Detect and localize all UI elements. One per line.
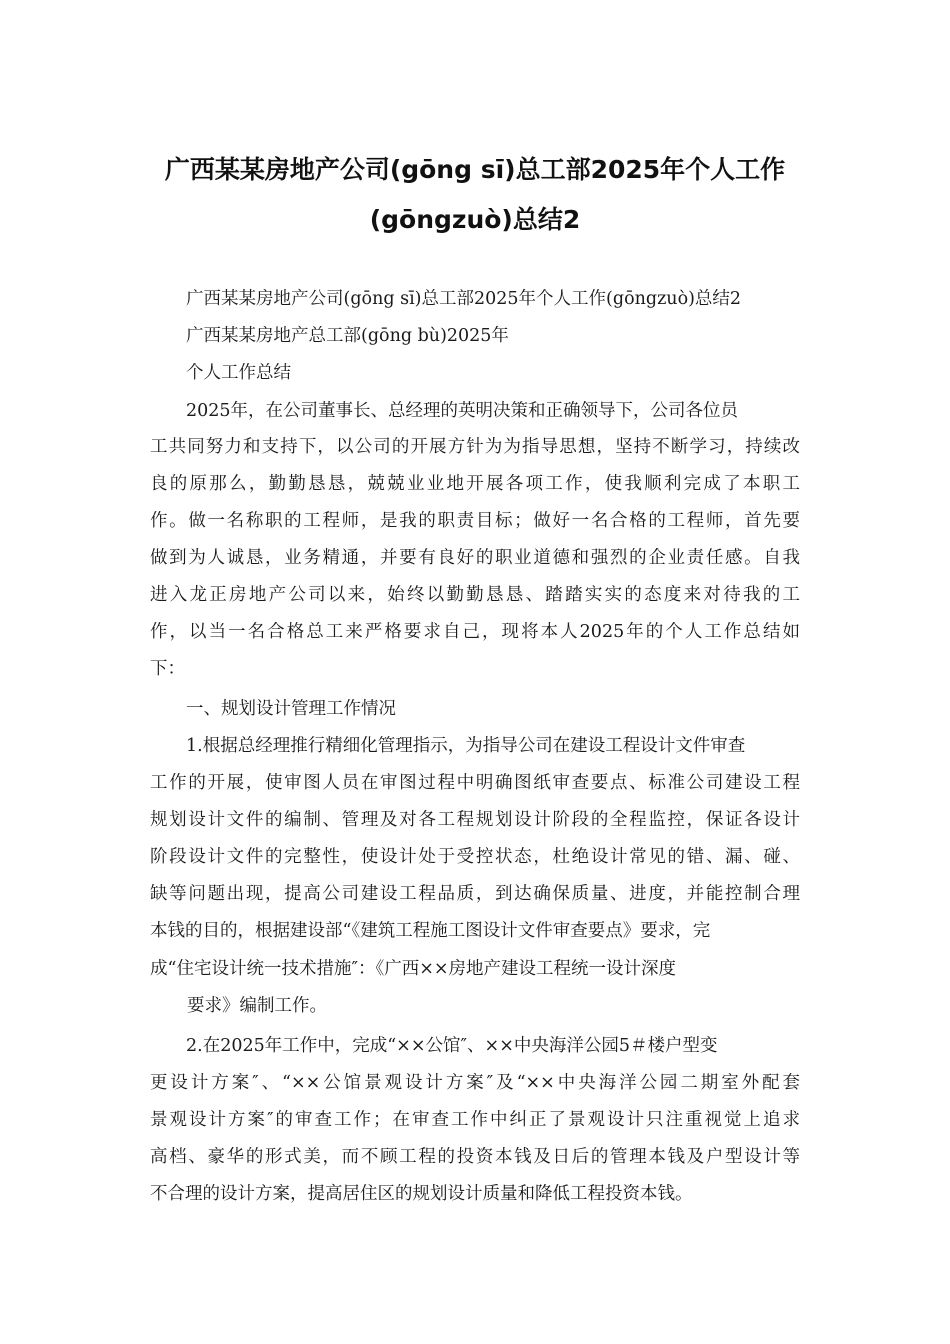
intro-line: 作，以当一名合格总工来严格要求自己，现将本人2025年的个人工作总结如 (150, 622, 800, 642)
item1-line: 规划设计文件的编制、管理及对各工程规划设计阶段的全程监控，保证各设计 (150, 810, 800, 830)
intro-line: 良的原那么，勤勤恳恳，兢兢业业地开展各项工作，使我顺利完成了本职工 (150, 474, 800, 494)
item1-line: 缺等问题出现，提高公司建设工程品质，到达确保质量、进度，并能控制合理 (150, 884, 800, 904)
document-title-line-1: 广西某某房地产公司(gōng sī)总工部2025年个人工作 (164, 155, 786, 184)
item2-line: 景观设计方案″的审查工作；在审查工作中纠正了景观设计只注重视觉上追求 (150, 1110, 800, 1130)
intro-line: 做到为人诚恳，业务精通，并要有良好的职业道德和强烈的企业责任感。自我 (150, 548, 800, 568)
item1-line: 1.根据总经理推行精细化管理指示，为指导公司在建设工程设计文件审查 (186, 736, 746, 756)
intro-line: 进入龙正房地产公司以来，始终以勤勤恳恳、踏踏实实的态度来对待我的工 (150, 585, 800, 605)
item1-line: 要求》编制工作。 (187, 996, 327, 1016)
item2-line: 更设计方案″、“××公馆景观设计方案″及“××中央海洋公园二期室外配套 (150, 1073, 800, 1093)
document-title-line-2: (gōngzuò)总结2 (369, 205, 581, 234)
header-line: 广西某某房地产总工部(gōng bù)2025年 (186, 326, 509, 346)
item1-line: 本钱的目的，根据建设部“《建筑工程施工图设计文件审查要点》要求，完 (150, 921, 711, 941)
item2-line: 高档、豪华的形式美，而不顾工程的投资本钱及日后的管理本钱及户型设计等 (150, 1147, 800, 1167)
section-heading: 一、规划设计管理工作情况 (186, 699, 396, 719)
item1-line: 工作的开展，使审图人员在审图过程中明确图纸审查要点、标准公司建设工程 (150, 773, 800, 793)
intro-line: 作。做一名称职的工程师，是我的职责目标；做好一名合格的工程师，首先要 (150, 511, 800, 531)
item2-line: 2.在2025年工作中，完成“××公馆″、××中央海洋公园5＃楼户型变 (186, 1036, 718, 1056)
intro-line: 下： (150, 659, 185, 679)
header-line: 广西某某房地产公司(gōng sī)总工部2025年个人工作(gōngzuò)总结2 (186, 289, 742, 309)
intro-line: 工共同努力和支持下，以公司的开展方针为为指导思想，坚持不断学习，持续改 (150, 437, 800, 457)
item1-line: 成“住宅设计统一技术措施″：《广西××房地产建设工程统一设计深度 (150, 959, 677, 979)
header-line: 个人工作总结 (186, 363, 291, 383)
item1-line: 阶段设计文件的完整性，使设计处于受控状态，杜绝设计常见的错、漏、碰、 (150, 847, 800, 867)
intro-line: 2025年，在公司董事长、总经理的英明决策和正确领导下，公司各位员 (186, 401, 739, 421)
item2-line: 不合理的设计方案，提高居住区的规划设计质量和降低工程投资本钱。 (150, 1184, 693, 1204)
